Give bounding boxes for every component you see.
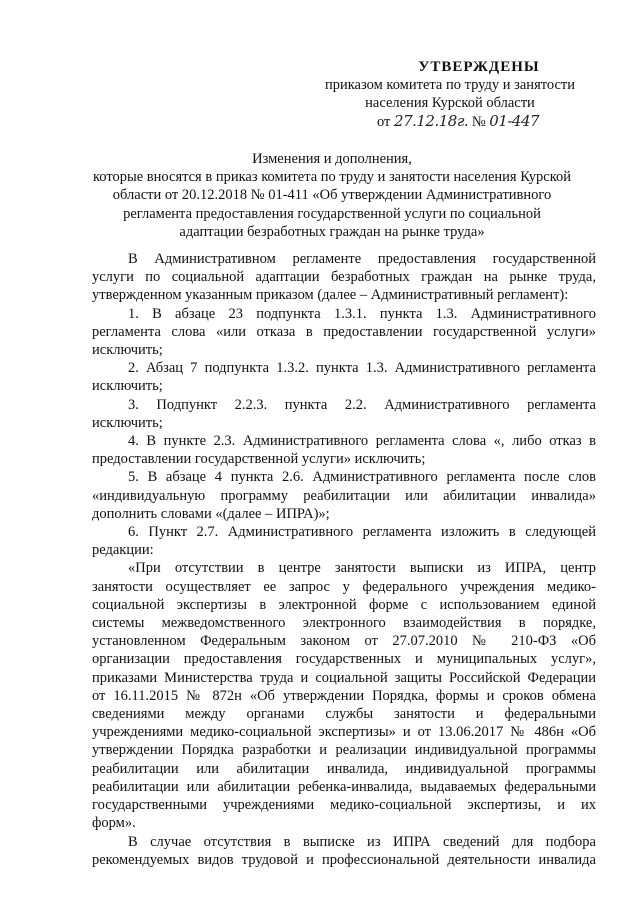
document-heading xyxy=(82,150,582,241)
body-line: приказами Министерства труда и социальной защиты Российской Федерации xyxy=(92,669,596,686)
body-line: дополнить словами «(далее – ИПРА)»; xyxy=(92,505,330,522)
handwritten-number: 01-447 xyxy=(489,112,540,130)
body-line: исключить; xyxy=(92,414,163,431)
body-line: форм». xyxy=(92,815,136,832)
body-line: 6. Пункт 2.7. Административного регламента изложить в следующей xyxy=(128,524,596,541)
body-line: 2. Абзац 7 подпункта 1.3.2. пункта 1.3. Административного регламента xyxy=(128,360,596,377)
heading-line: адаптации безработных граждан на рынке труда» xyxy=(179,223,485,240)
body-line: исключить; xyxy=(92,378,163,395)
body-line: В Административном регламенте предоставления государственной xyxy=(128,251,596,267)
body-line: утвержденном указанным приказом (далее – Административный регламент): xyxy=(92,287,569,304)
heading-line: которые вносятся в приказ комитета по труду и занятости населения Курской xyxy=(92,169,572,186)
handwritten-date: 27.12.18г. xyxy=(394,112,469,130)
body-line: утверждении Порядка разработки и реализации индивидуальной программы xyxy=(92,742,596,759)
body-line: 5. В абзаце 4 пункта 2.6. Административного регламента после слов xyxy=(128,469,596,486)
body-line: исключить; xyxy=(92,342,163,359)
body-line: государственными учреждениями медико-социальной экспертизы, и их xyxy=(92,797,596,814)
body-line: сведениями между органами службы занятости и федеральными xyxy=(92,706,596,723)
heading-line: области от 20.12.2018 № 01-411 «Об утверждении Административного xyxy=(112,187,552,204)
approval-line-1: приказом комитета по труду и занятости xyxy=(324,77,576,93)
body-line: 4. В пункте 2.3. Административного регламента слова «, либо отказ в xyxy=(128,433,596,450)
body-line: редакции: xyxy=(92,542,154,559)
approval-title: УТВЕРЖДЕНЫ xyxy=(418,59,540,75)
body-line: учреждениями медико-социальной экспертизы» и от 13.06.2017 № 486н «Об xyxy=(92,724,596,741)
body-line: организации предоставления государственных и муниципальных услуг», xyxy=(92,651,596,668)
body-line: 3. Подпункт 2.2.3. пункта 2.2. Административного регламента xyxy=(128,396,596,413)
date-prefix: от xyxy=(377,114,391,130)
body-line: от 16.11.2015 № 872н «Об утверждении Порядка, формы и сроков обмена xyxy=(92,687,596,704)
body-line: В случае отсутствия в выписке из ИПРА сведений для подбора xyxy=(128,833,596,850)
body-line: предоставлении государственной услуги» исключить; xyxy=(92,451,426,468)
number-prefix: № xyxy=(471,114,486,130)
body-line: услуги по социальной адаптации безработных граждан на рынке труда, xyxy=(92,269,596,286)
body-line: установленном Федеральным законом от 27.07.2010 № 210-ФЗ «Об xyxy=(92,633,596,650)
body-line: «индивидуальную программу реабилитации или абилитации инвалида» xyxy=(92,487,596,504)
body-line: регламента слова «или отказа в предоставлении государственной услуги» xyxy=(92,323,596,340)
document-body xyxy=(92,250,596,869)
approval-stamp-block xyxy=(300,58,600,131)
body-line: занятости осуществляет ее запрос у федерального учреждения медико- xyxy=(92,578,596,595)
body-line: реабилитации или абилитации ребенка-инвалида, выдаваемых федеральными xyxy=(92,778,596,795)
approval-line-2: населения Курской области xyxy=(365,95,535,111)
body-line: рекомендуемых видов трудовой и профессиональной деятельности инвалида xyxy=(92,851,596,868)
body-line: реабилитации или абилитации инвалида, индивидуальной программы xyxy=(92,760,596,777)
body-line: социальной экспертизы в электронной форме с использованием единой xyxy=(92,596,596,613)
body-line: системы межведомственного электронного взаимодействия в порядке, xyxy=(92,615,596,632)
body-line: 1. В абзаце 23 подпункта 1.3.1. пункта 1.3. Административного xyxy=(128,305,596,322)
heading-line: регламента предоставления государственной услуги по социальной xyxy=(123,205,541,222)
heading-line: Изменения и дополнения, xyxy=(252,151,412,167)
approval-date-line xyxy=(300,112,600,131)
body-line: «При отсутствии в центре занятости выписки из ИПРА, центр xyxy=(128,560,596,577)
